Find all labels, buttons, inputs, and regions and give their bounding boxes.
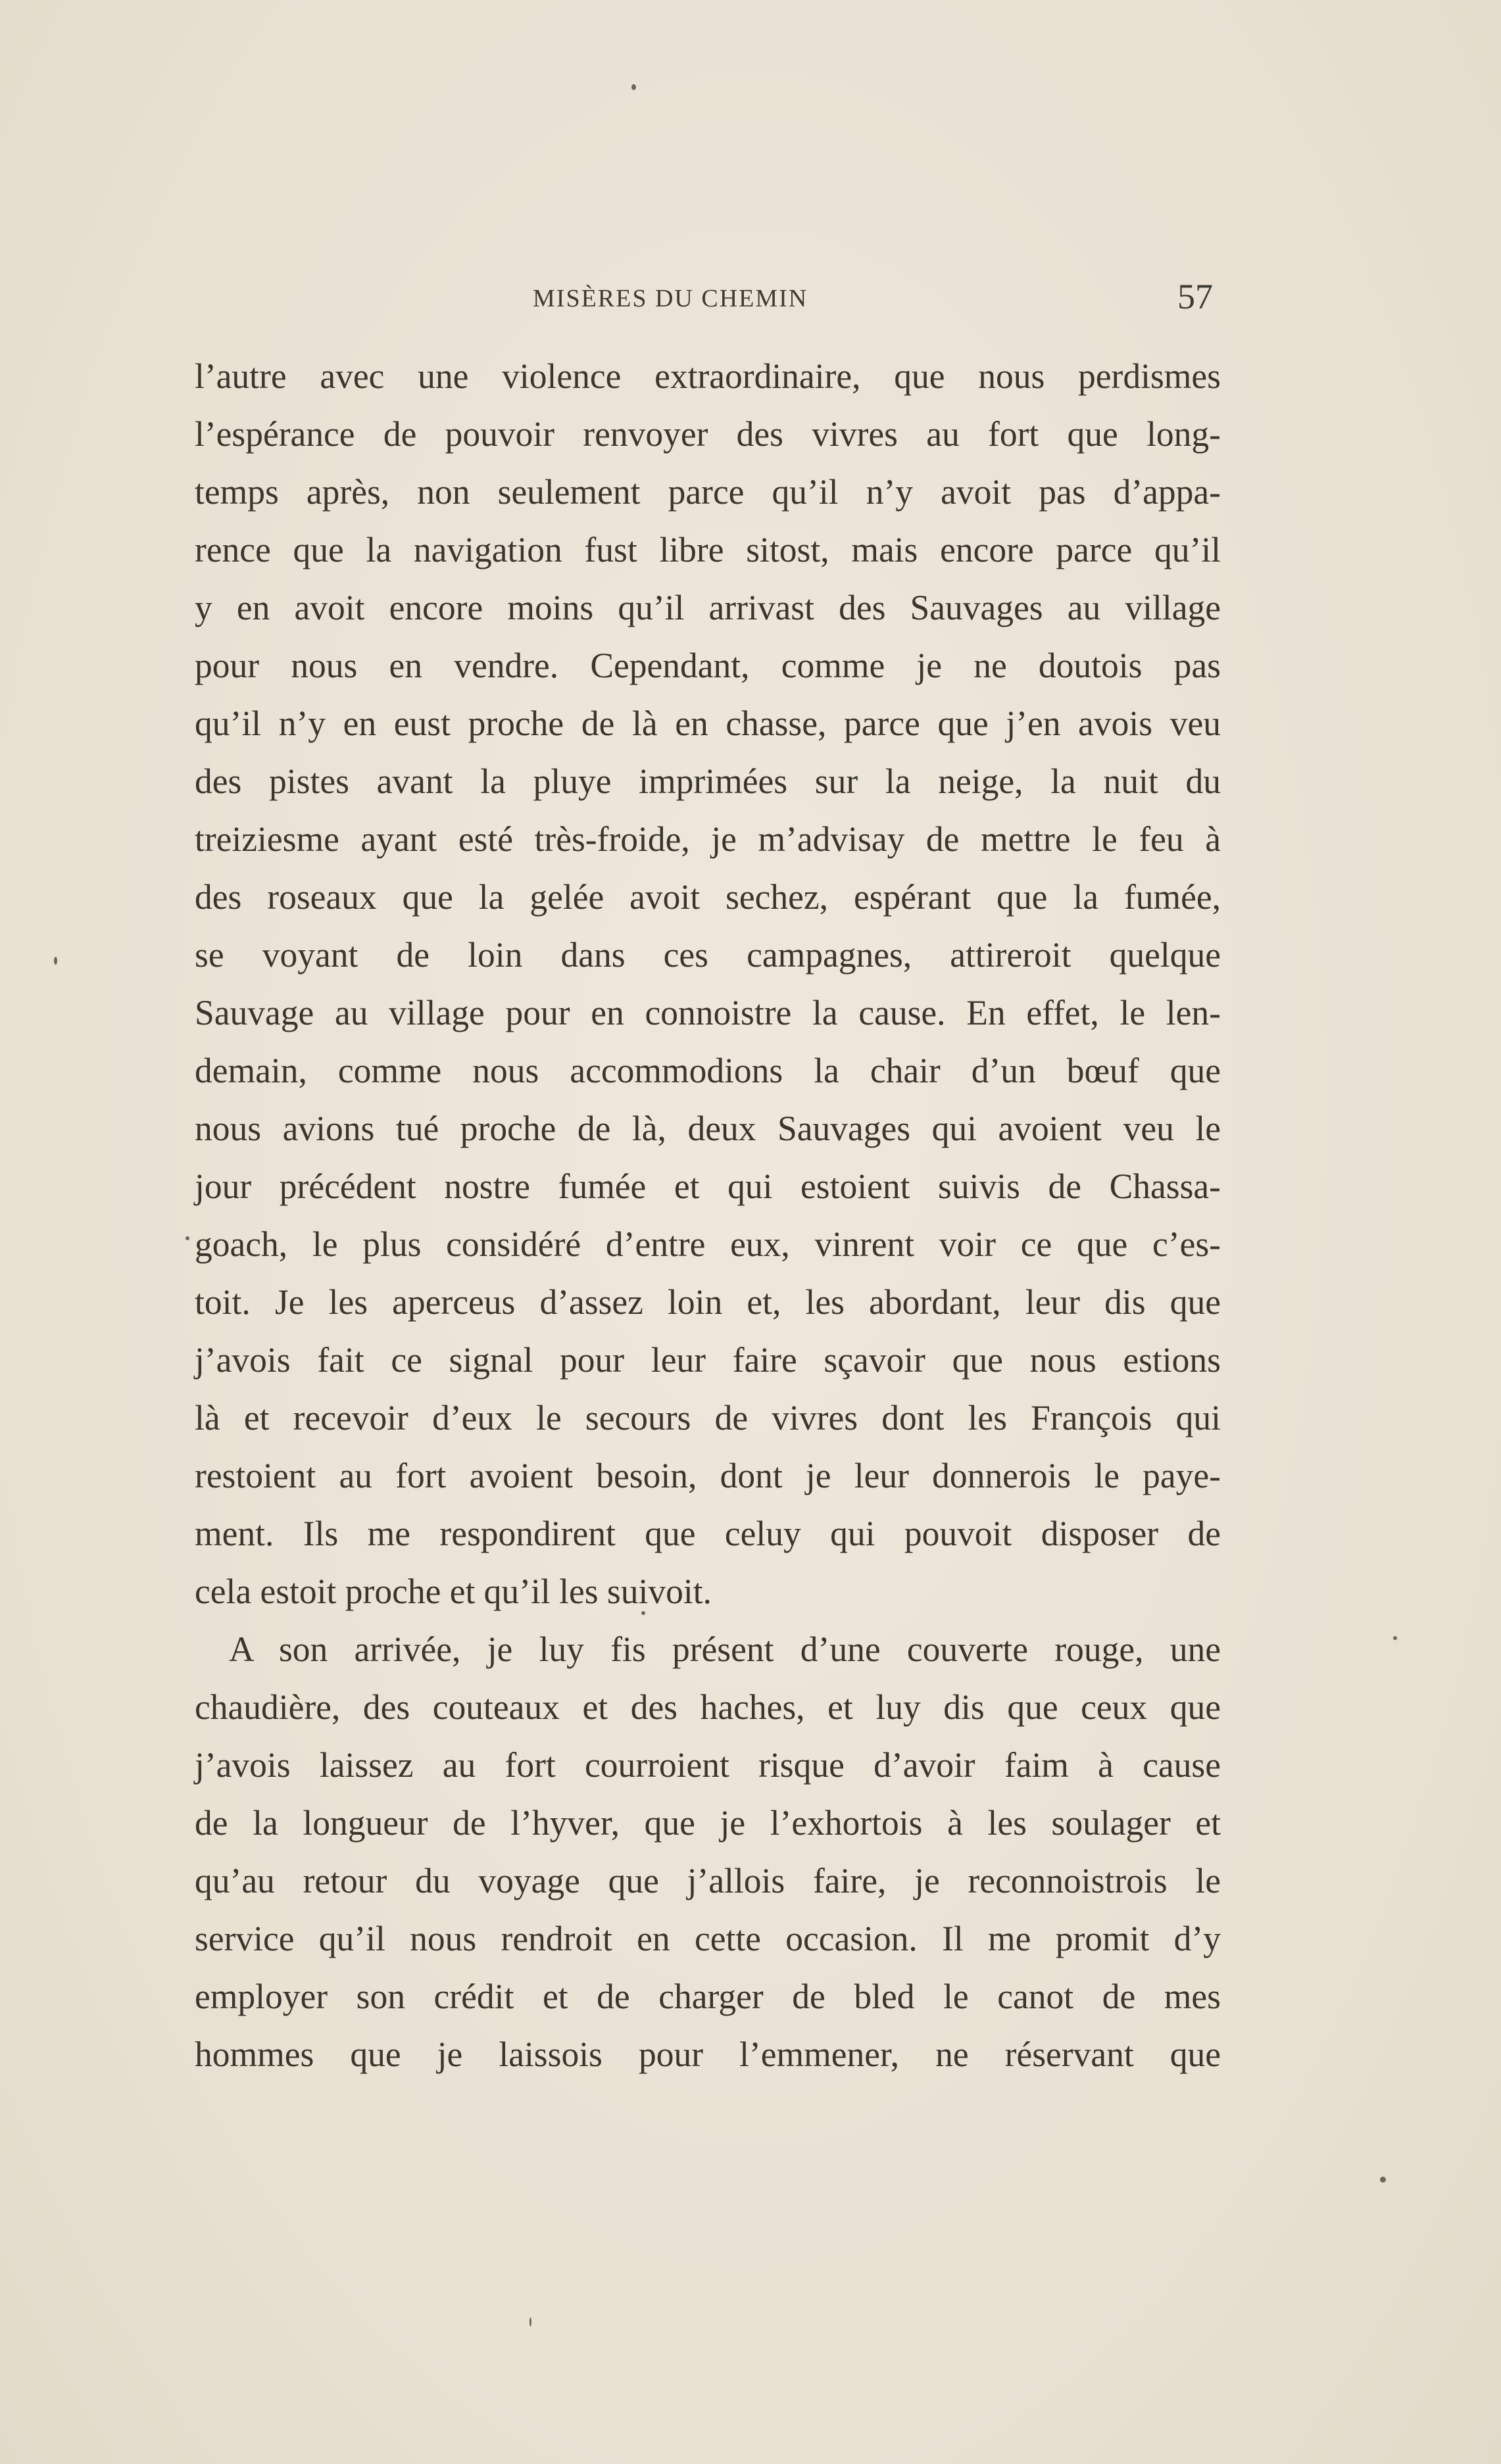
text-line: j’avois fait ce signal pour leur faire sçavoir que nous estions — [195, 1340, 1221, 1380]
text-line: nous avions tué proche de là, deux Sauvages qui avoient veu le — [195, 1109, 1221, 1148]
text-line: service qu’il nous rendroit en cette occasion. Il me promit d’y — [195, 1919, 1221, 1958]
text-line: j’avois laissez au fort courroient risque d’avoir faim à cause — [195, 1745, 1221, 1785]
paper-speck — [185, 1236, 189, 1240]
text-line: restoient au fort avoient besoin, dont je leur donnerois le paye- — [195, 1456, 1221, 1495]
text-line: de la longueur de l’hyver, que je l’exhortois à les soulager et — [195, 1803, 1221, 1843]
text-line: des roseaux que la gelée avoit sechez, espérant que la fumée, — [195, 877, 1221, 917]
text-line: des pistes avant la pluye imprimées sur la neige, la nuit du — [195, 761, 1221, 801]
text-line: rence que la navigation fust libre sitost, mais encore parce qu’il — [195, 530, 1221, 569]
text-line: Sauvage au village pour en connoistre la cause. En effet, le len- — [195, 993, 1221, 1032]
text-line: employer son crédit et de charger de bled le canot de mes — [195, 1977, 1221, 2016]
text-line: qu’au retour du voyage que j’allois faire, je reconnoistrois le — [195, 1861, 1221, 1900]
text-line: là et recevoir d’eux le secours de vivres dont les François qui — [195, 1398, 1221, 1437]
text-line: l’espérance de pouvoir renvoyer des vivres au fort que long- — [195, 414, 1221, 454]
paper-speck — [631, 84, 636, 90]
paper-speck — [1393, 1636, 1397, 1640]
text-line: chaudière, des couteaux et des haches, et luy dis que ceux que — [195, 1687, 1221, 1727]
body-text — [195, 347, 1221, 2083]
text-line: demain, comme nous accommodions la chair d’un bœuf que — [195, 1051, 1221, 1090]
text-line: pour nous en vendre. Cependant, comme je ne doutois pas — [195, 646, 1221, 685]
text-line: ment. Ils me respondirent que celuy qui pouvoit disposer de — [195, 1514, 1221, 1553]
page-number: 57 — [1177, 277, 1213, 316]
text-line: cela estoit proche et qu’il les suivoit. — [195, 1572, 712, 1611]
paper-speck — [54, 957, 57, 965]
text-line: jour précédent nostre fumée et qui estoient suivis de Chassa- — [195, 1167, 1221, 1206]
text-line: qu’il n’y en eust proche de là en chasse, parce que j’en avois veu — [195, 704, 1221, 743]
text-line: y en avoit encore moins qu’il arrivast des Sauvages au village — [195, 588, 1221, 627]
text-line: treiziesme ayant esté très-froide, je m’advisay de mettre le feu à — [195, 819, 1221, 859]
text-line: l’autre avec une violence extraordinaire, que nous perdismes — [195, 356, 1221, 396]
text-line: se voyant de loin dans ces campagnes, attireroit quelque — [195, 935, 1221, 975]
running-head: MISÈRES DU CHEMIN — [533, 285, 808, 312]
paper-speck — [641, 1611, 645, 1615]
text-line: goach, le plus considéré d’entre eux, vinrent voir ce que c’es- — [195, 1224, 1221, 1264]
text-line: A son arrivée, je luy fis présent d’une couverte rouge, une — [229, 1630, 1221, 1669]
text-line: toit. Je les aperceus d’assez loin et, les abordant, leur dis que — [195, 1282, 1221, 1322]
paper-speck — [529, 2317, 531, 2327]
text-line: hommes que je laissois pour l’emmener, ne réservant que — [195, 2035, 1221, 2074]
text-line: temps après, non seulement parce qu’il n’y avoit pas d’appa- — [195, 472, 1221, 512]
paper-speck — [1380, 2177, 1386, 2183]
